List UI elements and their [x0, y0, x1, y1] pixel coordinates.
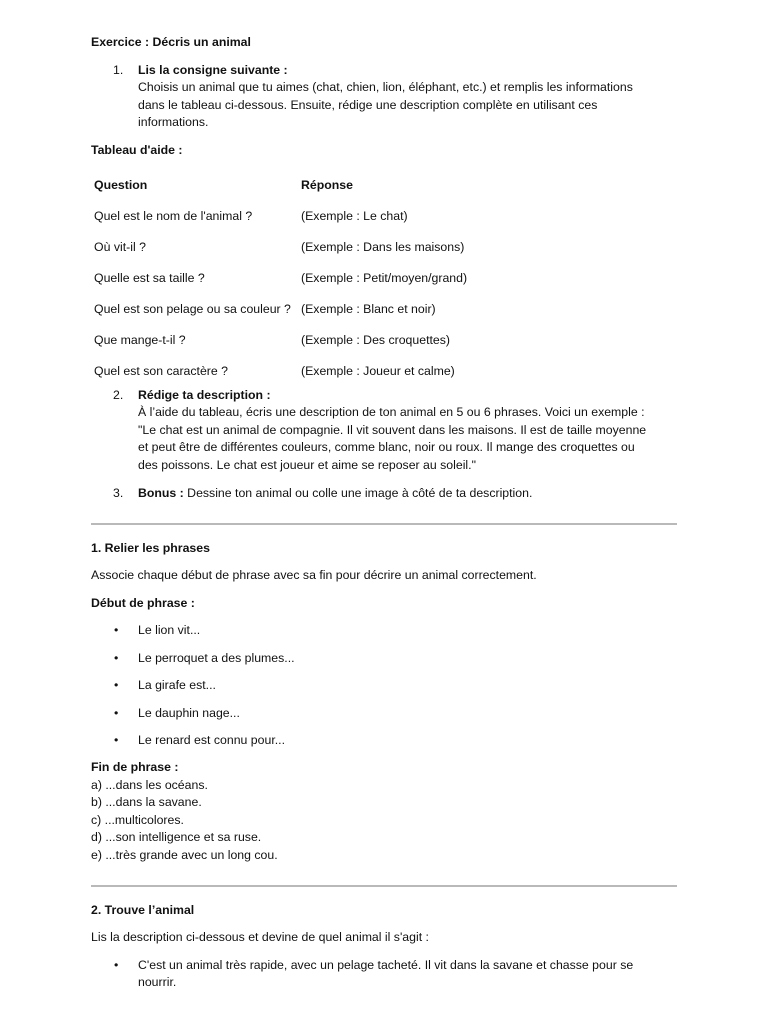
- table-row: [94, 294, 467, 325]
- exercise-title: Exercice : Décris un animal: [91, 35, 251, 49]
- table-row: [94, 201, 467, 232]
- list-item-text: Le dauphin nage...: [138, 705, 240, 720]
- step2-line: "Le chat est un animal de compagnie. Il vit souvent dans les maisons. Il est de taille moyenne: [138, 422, 647, 437]
- step3-heading: Bonus :: [138, 486, 184, 500]
- table-cell-answer: (Exemple : Joueur et calme): [301, 363, 455, 378]
- section-divider: [91, 885, 677, 887]
- step1-line: Choisis un animal que tu aimes (chat, chien, lion, éléphant, etc.) et remplis les informations: [138, 80, 633, 95]
- step1-line: informations.: [138, 115, 209, 130]
- section2-item-line: C'est un animal très rapide, avec un pelage tacheté. Il vit dans la savane et chasse pour se: [138, 958, 634, 972]
- table-header-row: [94, 170, 467, 201]
- list-item-text: Le perroquet a des plumes...: [138, 650, 295, 665]
- bullet-icon: •: [114, 705, 119, 720]
- bullet-icon: •: [114, 958, 119, 972]
- step3-block: [138, 485, 678, 502]
- table-cell-question: Quelle est sa taille ?: [94, 270, 205, 285]
- list-item-text: Le renard est connu pour...: [138, 733, 285, 747]
- step2-line: des poissons. Le chat est joueur et aime se reposer au soleil.": [138, 457, 476, 472]
- section-divider: [91, 523, 677, 525]
- step2-block: [138, 387, 678, 474]
- step2-number: 2.: [113, 388, 124, 402]
- bullet-icon: •: [114, 650, 119, 665]
- table-cell-answer: (Exemple : Petit/moyen/grand): [301, 270, 468, 285]
- step1-heading: Lis la consigne suivante :: [138, 63, 288, 77]
- ends-item: d) ...son intelligence et sa ruse.: [91, 830, 262, 845]
- table-cell-answer: (Exemple : Le chat): [301, 208, 408, 223]
- step1-number: 1.: [113, 63, 124, 77]
- section1-instruction: Associe chaque début de phrase avec sa fin pour décrire un animal correctement.: [91, 568, 537, 582]
- table-cell-question: Où vit-il ?: [94, 239, 146, 254]
- starts-list: [91, 622, 295, 760]
- step1-line: dans le tableau ci-dessous. Ensuite, rédige une description complète en utilisant ces: [138, 97, 598, 112]
- section2-item-line: nourrir.: [138, 975, 177, 990]
- ends-item: e) ...très grande avec un long cou.: [91, 847, 278, 862]
- table-cell-question: Quel est son caractère ?: [94, 363, 228, 378]
- table-row: [94, 263, 467, 294]
- list-item-text: Le lion vit...: [138, 623, 201, 637]
- section1-title: 1. Relier les phrases: [91, 541, 210, 555]
- step3-text: Dessine ton animal ou colle une image à côté de ta description.: [183, 486, 533, 500]
- starts-label: Début de phrase :: [91, 596, 195, 610]
- list-item: [91, 650, 295, 678]
- list-item: [91, 677, 295, 705]
- step2-heading: Rédige ta description :: [138, 388, 271, 402]
- ends-item: a) ...dans les océans.: [91, 778, 208, 792]
- bullet-icon: •: [114, 678, 119, 692]
- list-item: [91, 732, 295, 760]
- table-header-question: Question: [94, 177, 148, 192]
- help-table: [94, 170, 467, 387]
- table-cell-answer: (Exemple : Des croquettes): [301, 332, 450, 347]
- ends-label: Fin de phrase :: [91, 760, 179, 774]
- table-header-answer: Réponse: [301, 177, 353, 192]
- ends-item: c) ...multicolores.: [91, 812, 184, 827]
- section2-instruction: Lis la description ci-dessous et devine de quel animal il s'agit :: [91, 930, 429, 944]
- step3-number: 3.: [113, 486, 124, 500]
- list-item: [91, 705, 295, 733]
- section2-item-text: [138, 957, 678, 992]
- table-row: [94, 325, 467, 356]
- bullet-icon: •: [114, 733, 119, 747]
- list-item-text: La girafe est...: [138, 678, 216, 692]
- ends-item: b) ...dans la savane.: [91, 795, 202, 810]
- step1-block: [138, 62, 678, 132]
- table-row: [94, 356, 467, 387]
- step2-line: et peut être de différentes couleurs, comme blanc, noir ou roux. Il mange des croquettes ou: [138, 440, 635, 455]
- table-caption: Tableau d'aide :: [91, 143, 183, 157]
- ends-list: [91, 777, 278, 864]
- table-row: [94, 232, 467, 263]
- table-cell-question: Quel est son pelage ou sa couleur ?: [94, 301, 291, 316]
- section2-title: 2. Trouve l’animal: [91, 903, 195, 917]
- bullet-icon: •: [114, 623, 119, 637]
- table-cell-question: Que mange-t-il ?: [94, 332, 186, 347]
- table-cell-answer: (Exemple : Blanc et noir): [301, 301, 436, 316]
- step2-line: À l’aide du tableau, écris une description de ton animal en 5 ou 6 phrases. Voici un exemple :: [138, 405, 645, 420]
- table-cell-question: Quel est le nom de l'animal ?: [94, 208, 253, 223]
- table-cell-answer: (Exemple : Dans les maisons): [301, 239, 465, 254]
- list-item: [91, 622, 295, 650]
